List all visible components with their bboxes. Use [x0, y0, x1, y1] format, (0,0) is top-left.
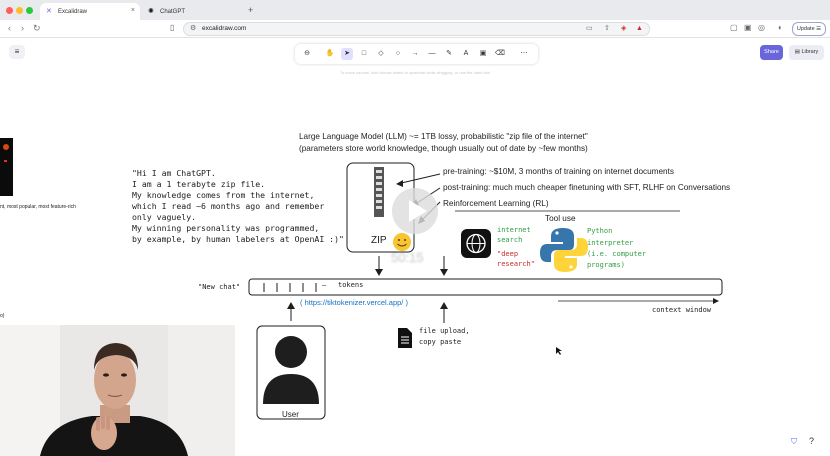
llm-subtitle: (parameters store world knowledge, though usually out of date by ~few months)	[299, 144, 588, 153]
tokens-dash: —	[322, 281, 327, 289]
diamond-tool-icon[interactable]: ◇	[378, 50, 384, 57]
deep-research-label: research"	[497, 260, 535, 268]
tab-label: ChatGPT	[160, 8, 186, 15]
pencil-tool-icon[interactable]: ✎	[446, 50, 452, 57]
presenter-webcam	[0, 325, 235, 456]
reload-icon[interactable]: ↻	[33, 23, 41, 33]
context-window-label: context window	[652, 306, 712, 314]
forward-arrow-icon[interactable]: ›	[21, 23, 24, 33]
zip-label: ZIP	[371, 235, 387, 246]
chatgpt-quote-line: My knowledge comes from the internet,	[132, 190, 315, 200]
file-upload-label: copy paste	[419, 338, 462, 346]
help-icon[interactable]: ?	[809, 436, 815, 446]
python-interpreter-label: Python	[587, 227, 613, 235]
hand-tool-icon[interactable]: ✋	[325, 50, 335, 57]
llm-title: Large Language Model (LLM) ~= 1TB lossy, probabilistic "zip file of the internet"	[299, 132, 588, 141]
chatgpt-quote-line: I am a 1 terabyte zip file.	[132, 179, 266, 189]
mouse-cursor-icon	[556, 347, 562, 355]
webcam-video-frame	[0, 325, 235, 456]
cropped-text-fragment: o)	[0, 313, 5, 319]
smiley-emoji-icon	[393, 233, 411, 251]
cropped-text-fragment: nt, most popular, most feature-rich	[0, 204, 76, 210]
downloads-icon[interactable]: ▣	[744, 23, 752, 32]
rl-label: Reinforcement Learning (RL)	[443, 199, 549, 208]
excalidraw-favicon-icon: ✕	[46, 8, 52, 15]
chatgpt-quote-line: only vaguely.	[132, 212, 197, 222]
library-button[interactable]: ▤ Library	[789, 45, 824, 60]
deep-research-label: "deep	[497, 250, 519, 258]
tool-use-label: Tool use	[545, 214, 576, 223]
eraser-tool-icon[interactable]: ⌫	[495, 50, 505, 57]
screen-cast-icon[interactable]: ▭	[586, 25, 593, 32]
user-label: User	[282, 410, 299, 419]
site-info-icon[interactable]: ⚙	[190, 25, 197, 32]
internet-search-label: search	[497, 236, 523, 244]
privacy-shield-icon[interactable]: ⛉	[791, 437, 797, 446]
chatgpt-quote-line: My winning personality was programmed,	[132, 223, 320, 233]
python-interpreter-label: programs)	[587, 261, 625, 269]
tokens-label: tokens	[338, 281, 364, 289]
share-page-icon[interactable]: ⇧	[604, 25, 610, 32]
selection-tool-icon[interactable]: ➤	[341, 48, 353, 60]
user-avatar-icon	[275, 336, 307, 368]
video-timestamp: 50:15	[391, 250, 424, 265]
tiktokenizer-link[interactable]: ( https://tiktokenizer.vercel.app/ )	[300, 298, 408, 307]
new-tab-button[interactable]: +	[248, 5, 254, 15]
image-tool-icon[interactable]: ▣	[479, 50, 487, 57]
vpn-icon[interactable]: ◐	[778, 23, 783, 32]
pretraining-label: pre-training: ~$10M, 3 months of training on internet documents	[443, 167, 674, 176]
cropped-thumbnail	[0, 138, 13, 196]
video-play-button[interactable]	[392, 188, 438, 234]
zipper-icon	[374, 167, 384, 217]
document-icon	[398, 328, 412, 348]
extra-tools-icon[interactable]: ⋯	[520, 50, 528, 57]
context-window-box[interactable]	[249, 279, 722, 295]
back-arrow-icon[interactable]: ‹	[8, 23, 11, 33]
internet-search-label: internet	[497, 226, 531, 234]
text-tool-icon[interactable]: A	[463, 50, 469, 57]
rectangle-tool-icon[interactable]: □	[361, 50, 367, 57]
url-text: excalidraw.com	[202, 25, 247, 32]
arrow-tool-icon[interactable]: →	[411, 50, 419, 57]
file-upload-label: file upload,	[419, 327, 470, 335]
library-label: Library	[801, 49, 819, 55]
chatgpt-quote-line: which I read ~6 months ago and remember	[132, 201, 325, 211]
line-tool-icon[interactable]: —	[428, 50, 436, 57]
extensions-icon[interactable]: ▢	[730, 23, 738, 32]
update-button[interactable]: Update ☰	[792, 22, 826, 36]
chatgpt-quote-line: by example, by human labelers at OpenAI :)"	[132, 234, 344, 244]
python-logo-icon	[540, 228, 588, 272]
wallet-icon[interactable]: ◎	[758, 23, 765, 32]
play-icon	[392, 188, 438, 234]
brave-rewards-icon[interactable]: ▲	[636, 25, 643, 32]
ellipse-tool-icon[interactable]: ○	[395, 50, 401, 57]
posttraining-label: post-training: much much cheaper finetuning with SFT, RLHF on Conversations	[443, 183, 731, 192]
tab-label: Excalidraw	[58, 8, 88, 15]
brave-shield-icon[interactable]: ◈	[621, 25, 627, 32]
python-interpreter-label: interpreter	[587, 239, 634, 247]
main-menu-button[interactable]: ≡	[9, 45, 25, 59]
canvas-hint: To move canvas, hold mouse wheel or spacebar while dragging, or use the hand tool	[339, 70, 491, 75]
new-chat-label: "New chat"	[198, 283, 241, 291]
chatgpt-favicon-icon: ✺	[148, 8, 154, 15]
chatgpt-quote-line: "Hi I am ChatGPT.	[132, 168, 216, 178]
sidebar-toggle-icon[interactable]: ▯	[170, 23, 175, 32]
python-interpreter-label: (i.e. computer	[587, 250, 647, 258]
close-tab-icon[interactable]: ×	[130, 7, 135, 14]
lock-icon[interactable]: ⊖	[304, 50, 310, 57]
update-label: Update	[796, 26, 815, 32]
share-button[interactable]: Share	[760, 45, 783, 60]
